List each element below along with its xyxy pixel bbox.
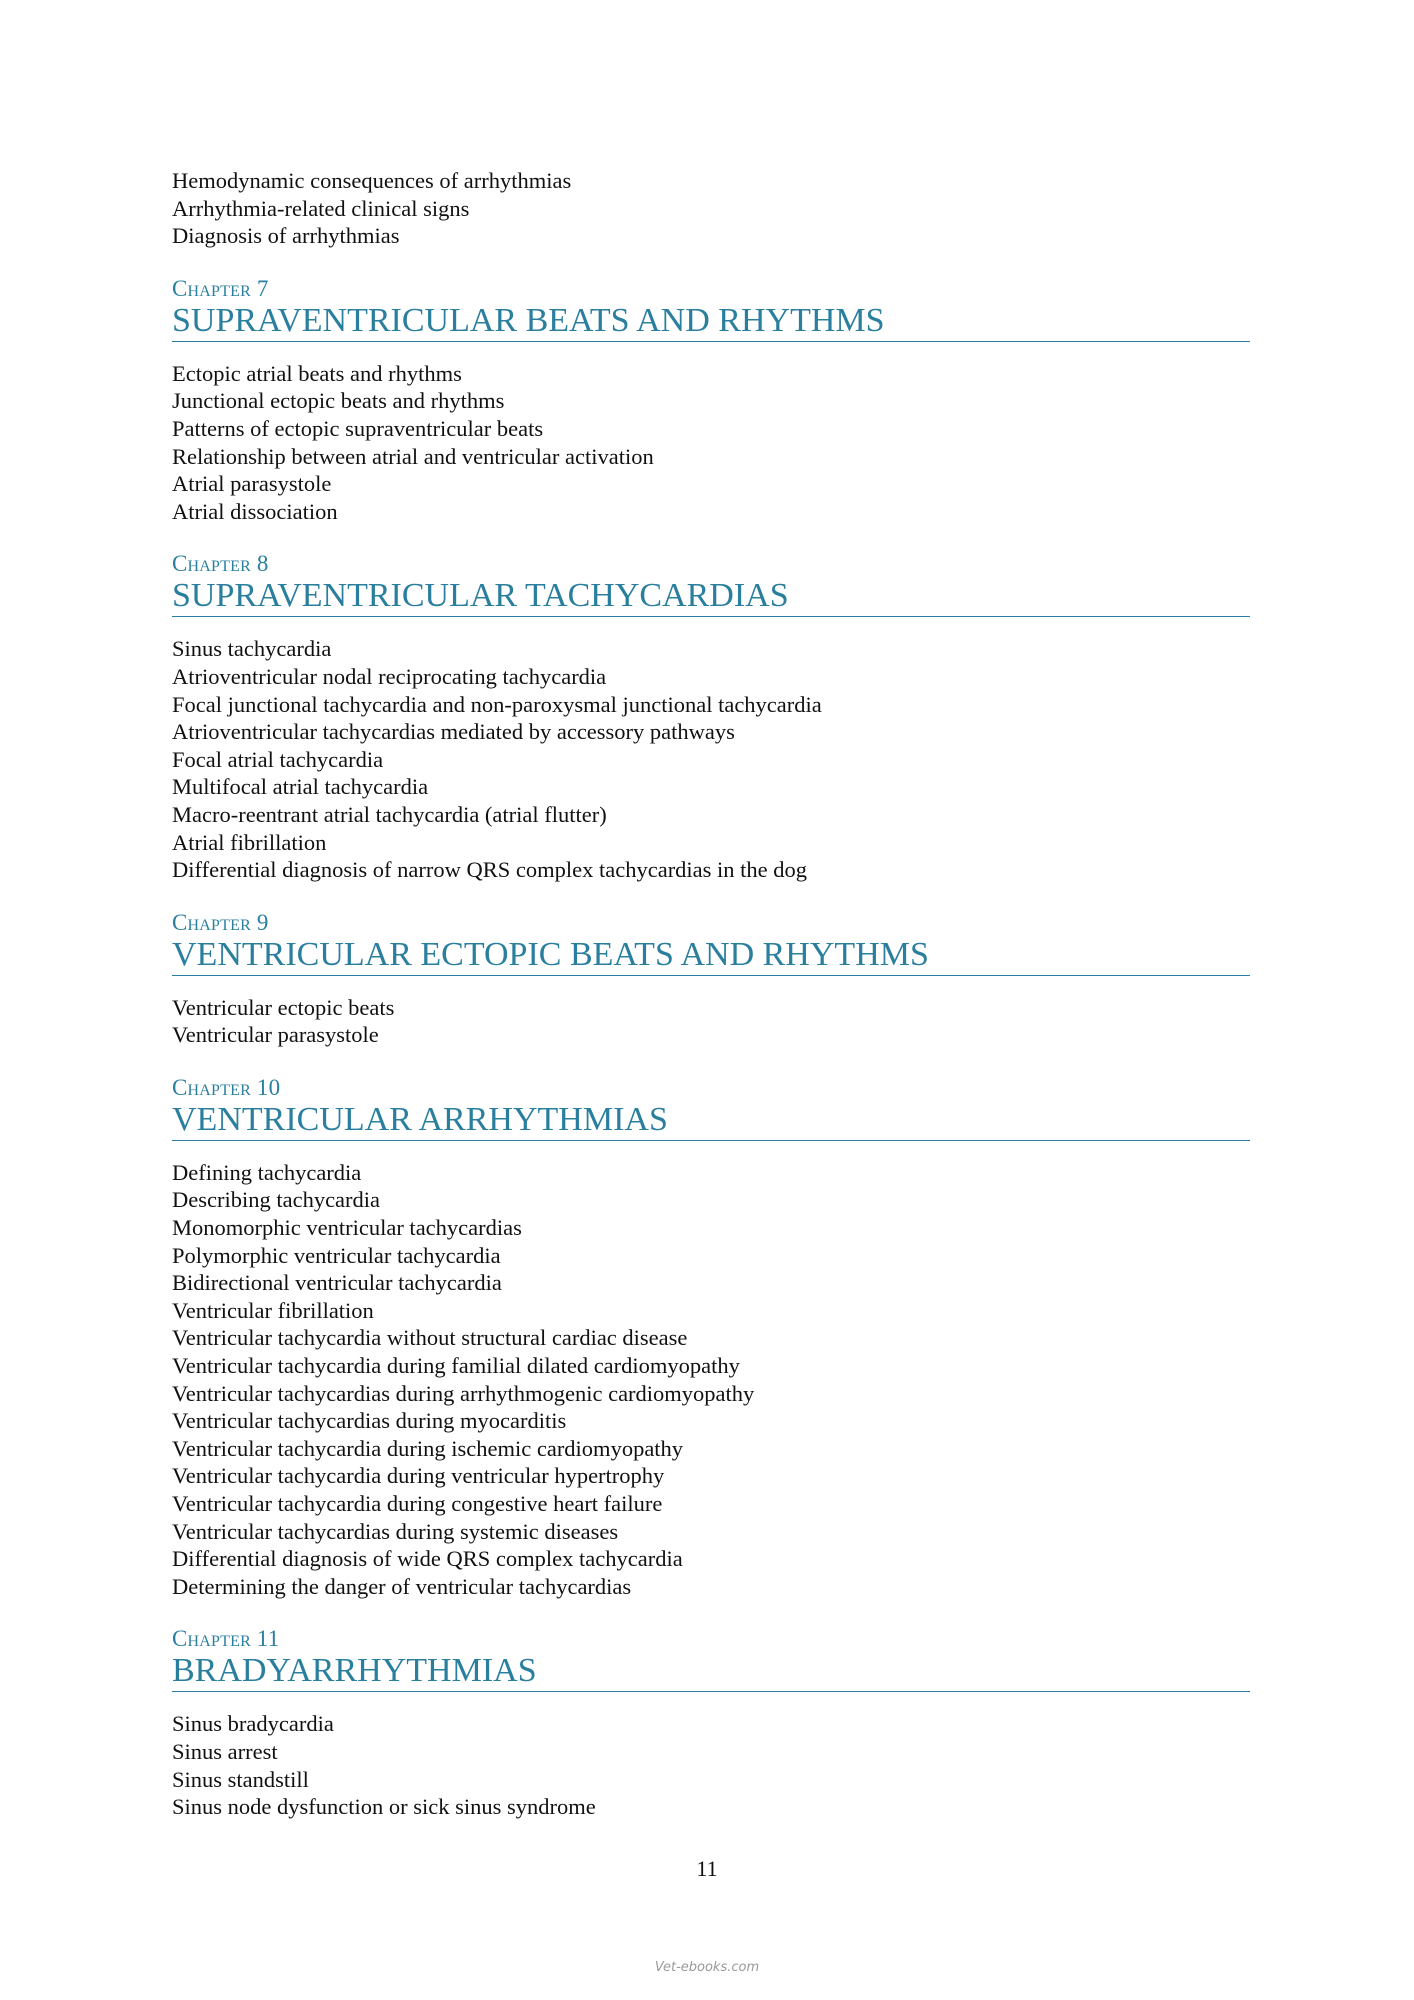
list-item: Macro-reentrant atrial tachycardia (atrial flutter): [172, 801, 607, 827]
list-item: Ventricular tachycardia during ischemic cardiomyopathy: [172, 1435, 684, 1461]
list-item: Sinus tachycardia: [172, 636, 332, 662]
list-item: Describing tachycardia: [172, 1187, 381, 1213]
list-item: Differential diagnosis of narrow QRS complex tachycardias in the dog: [172, 857, 808, 883]
topic-list: [172, 1710, 1250, 1820]
list-item: Determining the danger of ventricular tachycardias: [172, 1573, 632, 1599]
list-item: Monomorphic ventricular tachycardias: [172, 1215, 522, 1241]
list-item: Hemodynamic consequences of arrhythmias: [172, 168, 572, 193]
chapter-title: SUPRAVENTRICULAR BEATS AND RHYTHMS: [172, 302, 1250, 342]
chapter-title: VENTRICULAR ARRHYTHMIAS: [172, 1101, 1250, 1141]
chapter-11-section: [172, 1625, 1250, 1820]
list-item: Ventricular tachycardia during ventricular hypertrophy: [172, 1463, 665, 1489]
list-item: Multifocal atrial tachycardia: [172, 774, 429, 800]
list-item: Diagnosis of arrhythmias: [172, 223, 400, 249]
topic-list: [172, 1159, 1250, 1601]
list-item: Ventricular tachycardias during myocarditis: [172, 1408, 567, 1434]
list-item: Ectopic atrial beats and rhythms: [172, 360, 462, 386]
list-item: Bidirectional ventricular tachycardia: [172, 1270, 502, 1296]
watermark-logo: Vet-ebooks.com: [654, 1960, 760, 1975]
list-item: Atrial fibrillation: [172, 829, 327, 855]
topic-list: [172, 360, 1250, 526]
list-item: Ventricular tachycardia without structural cardiac disease: [172, 1325, 688, 1351]
chapter-label: Chapter 7: [172, 275, 269, 301]
list-item: Focal junctional tachycardia and non-paroxysmal junctional tachycardia: [172, 691, 822, 717]
chapter-label: Chapter 8: [172, 551, 269, 577]
table-of-contents: [172, 167, 1250, 1821]
list-item: Ventricular tachycardias during systemic diseases: [172, 1518, 619, 1544]
list-item: Ventricular fibrillation: [172, 1297, 374, 1323]
chapter-title: BRADYARRHYTHMIAS: [172, 1652, 1250, 1692]
chapter-9-section: [172, 909, 1250, 1049]
list-item: Junctional ectopic beats and rhythms: [172, 388, 505, 414]
chapter-label: Chapter 10: [172, 1074, 281, 1100]
chapter-7-section: [172, 275, 1250, 526]
list-item: Patterns of ectopic supraventricular beats: [172, 415, 544, 441]
chapter-10-section: [172, 1074, 1250, 1601]
list-item: Sinus bradycardia: [172, 1711, 334, 1737]
chapter-label: Chapter 9: [172, 909, 269, 935]
list-item: Focal atrial tachycardia: [172, 746, 384, 772]
list-item: Relationship between atrial and ventricular activation: [172, 443, 654, 469]
list-item: Atrioventricular nodal reciprocating tachycardia: [172, 663, 607, 689]
intro-topic-list: [172, 167, 1250, 250]
list-item: Sinus node dysfunction or sick sinus syndrome: [172, 1794, 596, 1820]
list-item: Sinus standstill: [172, 1766, 309, 1792]
list-item: Ventricular ectopic beats: [172, 994, 395, 1020]
list-item: Atrial dissociation: [172, 498, 338, 524]
page-number: 11: [696, 1856, 718, 1881]
list-item: Arrhythmia-related clinical signs: [172, 195, 470, 221]
list-item: Ventricular tachycardia during familial dilated cardiomyopathy: [172, 1353, 740, 1379]
list-item: Ventricular tachycardia during congestive heart failure: [172, 1491, 663, 1516]
list-item: Ventricular tachycardias during arrhythmogenic cardiomyopathy: [172, 1380, 755, 1406]
chapter-title: SUPRAVENTRICULAR TACHYCARDIAS: [172, 577, 1250, 617]
list-item: Atrioventricular tachycardias mediated by accessory pathways: [172, 719, 735, 745]
chapter-8-section: [172, 550, 1250, 883]
list-item: Ventricular parasystole: [172, 1022, 379, 1048]
list-item: Differential diagnosis of wide QRS complex tachycardia: [172, 1546, 683, 1572]
list-item: Defining tachycardia: [172, 1159, 362, 1185]
list-item: Atrial parasystole: [172, 471, 332, 497]
topic-list: [172, 994, 1250, 1049]
chapter-title: VENTRICULAR ECTOPIC BEATS AND RHYTHMS: [172, 936, 1250, 976]
list-item: Polymorphic ventricular tachycardia: [172, 1242, 501, 1268]
topic-list: [172, 635, 1250, 883]
chapter-label: Chapter 11: [172, 1626, 280, 1652]
list-item: Sinus arrest: [172, 1738, 278, 1764]
